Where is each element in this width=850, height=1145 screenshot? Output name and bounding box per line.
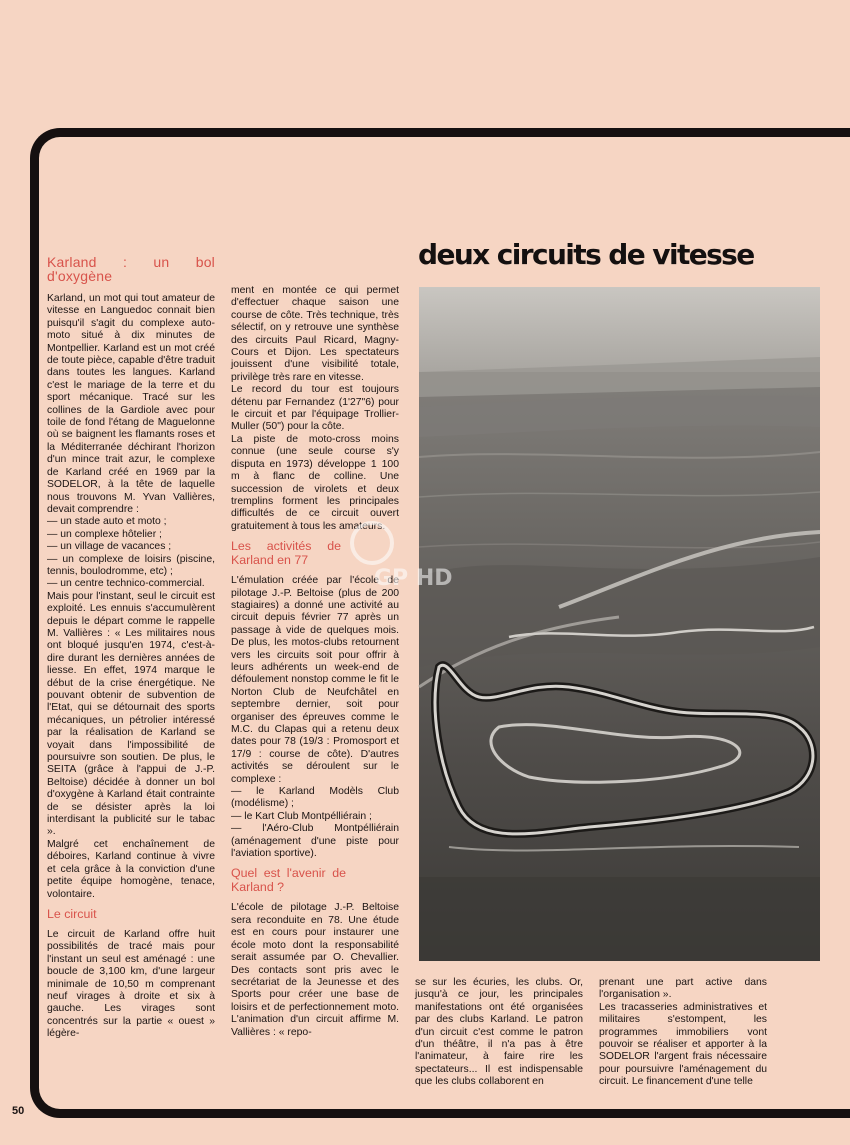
list-item: — l'Aéro-Club Montpélliérain (aménagement d'une piste pour l'aviation sportive).: [231, 823, 399, 860]
paragraph: Karland, un mot qui tout amateur de vitesse en Languedoc connait bien puisqu'il s'agit du complexe auto-moto situé à dix minutes de Montpellier. Karland est un mot créé de toute pièce, capable d'être traduit dans toutes les langues. Karland c'est le mariage de la terre et du sport mécanique. Tracé sur les collines de la Gardiole avec pour toile de fond l'étang de Maguelonne où se baignent les flamants roses et la Méditerranée déchirant l'horizon d'un mince trait azur, le complexe de Karland créé en 1969 par la SODELOR, à la tête de laquelle nous trouvons M. Yvan Vallières, devait comprendre :: [47, 293, 215, 515]
paragraph: prenant une part active dans l'organisation ».: [599, 977, 767, 1001]
paragraph: Le circuit de Karland offre huit possibilités de tracé mais pour l'instant un seul est aménagé : une boucle de 3,100 km, d'une largeur minimale de 10,50 m comprenant neuf virages à droite et six à gauche. Les virages sont concentrés sur la partie « ouest » légère-: [47, 928, 215, 1040]
list-item: — un complexe de loisirs (piscine, tennis, boulodromme, etc) ;: [47, 553, 215, 577]
page-number: 50: [12, 1105, 25, 1117]
paragraph: L'école de pilotage J.-P. Beltoise sera reconduite en 78. Une étude est en cours pour instaurer une école moto dont la responsabilité serait assumée par O. Chevallier. Des contacts sont pris avec le secrétariat de la Jeunesse et des Sports pour créer une base de loisirs et de perfectionnement moto. L'animation d'un circuit affirme M. Vallières : « repo-: [231, 902, 399, 1038]
paragraph: La piste de moto-cross moins connue (une seule course s'y disputa en 1973) développe 1 100 m à flanc de colline. Une succession de virolets et deux tremplins forment les principales difficultés de ce circuit ouvert gratuitement à tous les amateurs.: [231, 433, 399, 532]
section-heading-avenir: Quel est l'avenir de Karland ?: [231, 866, 346, 895]
paragraph: Le record du tour est toujours détenu par Fernandez (1'27"6) pour le circuit et par l'équipage Trollier-Muller (50") pour la côte.: [231, 384, 399, 433]
list-item: — un village de vacances ;: [47, 541, 172, 553]
section-heading-circuit: Le circuit: [47, 906, 97, 921]
column-1: [47, 255, 215, 1041]
list-item: — un complexe hôtelier ;: [47, 528, 162, 540]
paragraph: se sur les écuries, les clubs. Or, jusqu'à ce jour, les principales manifestations ont été organisées par des clubs Karland. Le patron d'un circuit c'est comme le patron d'un théâtre, il n'a pas à être l'animateur, à faire rire les spectateurs... Il est indispensable que les clubs collaborent en: [415, 977, 583, 1088]
list-item: — un stade auto et moto ;: [47, 516, 167, 528]
section-heading-activites: Les activités de Karland en 77: [231, 539, 341, 568]
watermark-logo: [344, 515, 453, 595]
paragraph: L'émulation créée par l'école de pilotage J.-P. Beltoise (plus de 200 stagiaires) a donné une activité au circuit depuis février 77 après un passage à vide de quelques mois. De plus, les motos-clubs retournent vers les circuits soit pour offrir à leurs adhérents un week-end de défoulement nonstop comme le fit le Norton Club de Neufchâtel en septembre dernier, soit pour organiser des épreuves comme le M.C. du Clapas qui a retenu deux dates pour 78 (19/3 : Promosport et 17/9 : course de côte). D'autres activités se déroulent sur le complexe :: [231, 575, 399, 785]
column-2: [231, 285, 399, 1039]
list-item: — un centre technico-commercial.: [47, 578, 205, 590]
page-title: deux circuits de vitesse: [418, 238, 754, 271]
column-4: [599, 977, 767, 1089]
section-heading-karland: Karland : un bol d'oxygène: [47, 254, 215, 284]
paragraph: Mais pour l'instant, seul le circuit est exploité. Les ennuis s'accumulèrent depuis le départ comme le rappelle M. Vallières : « Les militaires nous ont bloqué jusqu'en 1974, c'est-à-dire durant les dernières années de liesse. En effet, 1974 marque le début de la crise énergétique. Ne pouvant obtenir de subvention de l'Etat, qui se détournait des sports mécaniques, un pétrolier intéressé par la réalisation de Karland se voyait dans l'impossibilité de poursuivre son soutien. De plus, le SEITA (grâce à l'appui de J.-P. Beltoise) décidée à donner un bol d'oxygène à Karland était contrainte de se désister après la loi interdisant la publicité sur le tabac ».: [47, 590, 215, 838]
watermark-text: GP HD: [374, 566, 453, 591]
list-item: — le Kart Club Montpélliérain ;: [231, 810, 372, 822]
paragraph: Les tracasseries administratives et militaires s'estompent, les programmes immobiliers vont pouvoir se réaliser et apporter à la SODELOR l'argent frais nécessaire pour poursuivre l'aménagement du circuit. Le financement d'une telle: [599, 1001, 767, 1088]
aerial-circuit-photo: [419, 287, 820, 961]
paragraph: Malgré cet enchaînement de déboires, Karland continue à vivre et cela grâce à la conviction d'une petite équipe homogène, tenace, volontaire.: [47, 838, 215, 900]
list-item: — le Karland Modèls Club (modélisme) ;: [231, 786, 399, 810]
paragraph: ment en montée ce qui permet d'effectuer chaque saison une course de côte. Très technique, très sélectif, on y retrouve une synthèse des circuits Paul Ricard, Magny-Cours et Dijon. Les spectateurs jouissent d'une visibilité totale, privilège très rare en vitesse.: [231, 285, 399, 383]
column-3: [415, 977, 583, 1089]
